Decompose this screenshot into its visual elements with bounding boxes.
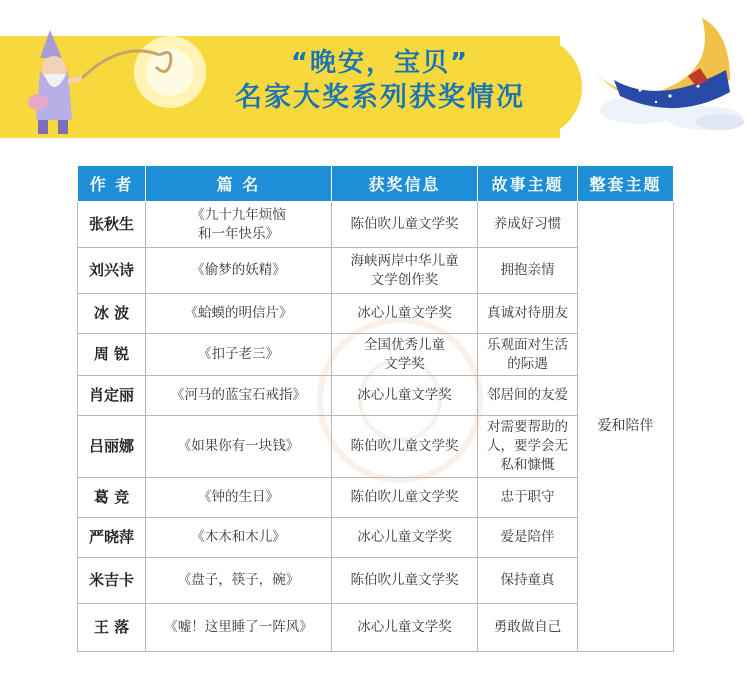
story-theme-cell-line: 对需要帮助的 (487, 419, 568, 435)
author-cell: 葛 竞 (78, 478, 146, 518)
story-theme-cell-line: 忠于职守 (500, 489, 555, 505)
work-title-cell-line: 和一年快乐》 (198, 225, 279, 242)
story-theme-cell-line: 的际遇 (507, 355, 548, 372)
work-title-cell-line: 《扣子老三》 (198, 346, 279, 362)
award-cell-line: 海峡两岸中华儿童 (350, 252, 459, 269)
header-story-theme: 故事主题 (478, 166, 578, 202)
award-cell-line: 冰心儿童文学奖 (357, 387, 452, 403)
work-title-cell-line: 《盘子，筷子，碗》 (177, 572, 300, 588)
author-cell: 刘兴诗 (78, 248, 146, 294)
story-theme-cell-line: 拥抱亲情 (500, 262, 555, 278)
author-cell: 米吉卡 (78, 558, 146, 604)
work-title-cell (146, 416, 332, 478)
work-title-cell-line: 《九十九年烦恼 (191, 206, 286, 223)
work-title-cell (146, 478, 332, 518)
award-cell-line: 冰心儿童文学奖 (357, 529, 452, 545)
award-cell (332, 202, 478, 248)
award-cell-line: 文学创作奖 (370, 271, 439, 288)
story-theme-cell (478, 248, 578, 294)
story-theme-cell (478, 518, 578, 558)
table-header-row (78, 166, 674, 202)
story-theme-cell-line: 真诚对待朋友 (487, 305, 568, 321)
author-cell: 王 落 (78, 604, 146, 652)
work-title-cell-line: 《蛤蟆的明信片》 (184, 305, 293, 321)
award-cell (332, 518, 478, 558)
award-cell-line: 冰心儿童文学奖 (357, 619, 452, 635)
header-author: 作 者 (78, 166, 146, 202)
work-title-cell (146, 334, 332, 376)
story-theme-cell (478, 416, 578, 478)
story-theme-cell (478, 604, 578, 652)
work-title-cell (146, 376, 332, 416)
work-title-cell (146, 558, 332, 604)
author-cell: 冰 波 (78, 294, 146, 334)
award-cell (332, 248, 478, 294)
work-title-cell (146, 604, 332, 652)
story-theme-cell (478, 334, 578, 376)
title-line-1: “晚安，宝贝” (290, 48, 470, 78)
header-title: 篇 名 (146, 166, 332, 202)
header-award: 获奖信息 (332, 166, 478, 202)
work-title-cell (146, 248, 332, 294)
work-title-cell-line: 《河马的蓝宝石戒指》 (171, 387, 306, 403)
author-cell: 严晓萍 (78, 518, 146, 558)
awards-table (77, 165, 674, 652)
story-theme-cell-line: 邻居间的友爱 (487, 387, 568, 403)
table-row (78, 202, 674, 248)
award-cell-line: 陈伯吹儿童文学奖 (350, 489, 459, 505)
award-cell (332, 558, 478, 604)
set-theme-cell: 爱和陪伴 (578, 202, 674, 652)
header-set-theme: 整套主题 (578, 166, 674, 202)
award-cell (332, 376, 478, 416)
work-title-cell-line: 《嘘！这里睡了一阵风》 (164, 619, 313, 635)
title-line-2: 名家大奖系列获奖情况 (235, 82, 525, 113)
work-title-cell (146, 294, 332, 334)
story-theme-cell-line: 保持童真 (500, 572, 555, 588)
story-theme-cell-line: 私和慷慨 (500, 457, 555, 473)
story-theme-cell (478, 478, 578, 518)
work-title-cell (146, 202, 332, 248)
story-theme-cell (478, 558, 578, 604)
author-cell: 肖定丽 (78, 376, 146, 416)
story-theme-cell-line: 乐观面对生活 (487, 336, 568, 353)
crescent-moon-illustration (580, 10, 750, 135)
story-theme-cell (478, 202, 578, 248)
story-theme-cell-line: 爱是陪伴 (500, 529, 555, 545)
story-theme-cell-line: 勇敢做自己 (493, 619, 562, 635)
page-title (180, 46, 580, 116)
award-cell-line: 陈伯吹儿童文学奖 (350, 438, 459, 454)
work-title-cell-line: 《如果你有一块钱》 (177, 438, 300, 454)
award-cell-line: 全国优秀儿童 (364, 336, 445, 353)
award-cell-line: 文学奖 (384, 355, 425, 372)
story-theme-cell (478, 376, 578, 416)
author-cell: 周 锐 (78, 334, 146, 376)
award-cell (332, 294, 478, 334)
author-cell: 张秋生 (78, 202, 146, 248)
award-cell-line: 冰心儿童文学奖 (357, 305, 452, 321)
award-cell (332, 334, 478, 376)
work-title-cell-line: 《木木和木儿》 (191, 529, 286, 545)
award-cell (332, 416, 478, 478)
author-cell: 吕丽娜 (78, 416, 146, 478)
work-title-cell (146, 518, 332, 558)
award-cell (332, 478, 478, 518)
story-theme-cell-line: 养成好习惯 (493, 216, 562, 232)
award-cell (332, 604, 478, 652)
award-cell-line: 陈伯吹儿童文学奖 (350, 216, 459, 232)
work-title-cell-line: 《钟的生日》 (198, 489, 279, 505)
story-theme-cell-line: 人，要学会无 (487, 438, 568, 454)
award-cell-line: 陈伯吹儿童文学奖 (350, 572, 459, 588)
work-title-cell-line: 《偷梦的妖精》 (191, 262, 286, 278)
story-theme-cell (478, 294, 578, 334)
